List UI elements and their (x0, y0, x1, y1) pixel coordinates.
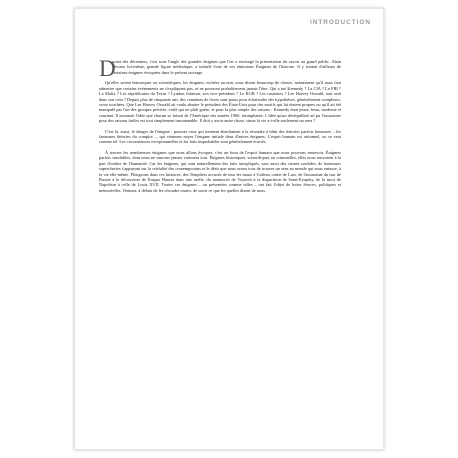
paragraph-4: À travers les nombreuses énigmes que nous allons évoquer, c'est un bout de l'esprit humain que nous pouvons entrevoir. Énigmes parfois insolubles, dont nous ne saurons jamais vraiment tout. Énigmes historiques, scientifiques ou criminelles, elles nous renvoient à la part d'ombre de l'humanité. Car les énigmes, qui sont naturellement des faits inexpliqués, sont aussi des crimes sordides, de honteuses supercheries s'appuyant sur la crédulité des contemporains et le désir que nous avons tous de trouver un sens au monde qui nous entoure, à la vie elle-même. Plongeons dans ces histoires, des Templiers accusés de tous les maux à l'odieux crime de Lurs, de l'assassinat du tsar de Russie à la découverte de Kaspar Hauser dans une ruelle, du manuscrit de Voynich à la disparition de Saint-Exupéry, de la mort de Napoléon à celle de Louis XVII. Toutes ces énigmes – ou présentées comme telles – ont fait l'objet de luttes féroces, politiques et mémorielles. Tentons, à défaut de les résoudre toutes, de sortir ce que les quelles disent de nous. (99, 149, 341, 193)
section-header: INTRODUCTION (310, 19, 371, 26)
drop-cap: D (99, 56, 116, 81)
paragraph-3: C'est là, aussi, le danger de l'énigme : pousser ceux qui tiennent absolument à la résoudre à bâtir des théories parfois fumeuses – les fameuses théories du complot –, qui viennent noyer l'énigme initiale dans d'autres énigmes. L'esprit humain est rationnel, ou se veut comme tel. Les circonstances exceptionnelles et les faits improbables sont généralement écartés. (99, 128, 341, 145)
paragraph-2: Qu'elles soient historiques ou scientifiques, les énigmes, nichées au non, nous disent beaucoup de choses, notamment qu'il nous faut admettre que certains événements ne s'expliquent pas, et ne pourront probablement jamais l'être. Qui a tué Kennedy ? La CIA ? Le FBI ? La Mafia ? Les républicains du Texas ? Lyndon Johnson, son vice-président ? Le KGB ? Les castristes ? Lee Harvey Oswald, tout seul dans son coin ? Depuis plus de cinquante ans, des centaines de livres sont parus pour échafauder des hypothèses, généralement complexes, voire touchées. Que Lee Harvey Oswald ait voulu abattre le président des États-Unis pour des motifs qui lui étaient propres ou qu'il ait été manipulé par l'un des groupes précités, voilà qui ne plaît guère, et pour la plus simple des raisons : Kennedy était jeune, beau, moderne et souriant. Il incarnait l'idée que chacun se faisait de l'Amérique des années 1960, triomphante. L'idée qu'un déséquilibré ait pu l'assassiner pour des raisons futiles est tout simplement insoutenable. Il doit y avoir autre chose, sinon la vie a-t-elle seulement un sens ? (99, 80, 341, 124)
body-text (99, 56, 341, 198)
paragraph-1: urant des décennies, c'est sous l'angle des grandes énigmes que l'on a envisagé la présentation du savoir au grand public. Alain Decaux lui-même, grande figure médiatique, a intitulé l'une de ses émissions Énigmes de l'histoire. Il y traitait d'ailleurs de certaines énigmes évoquées dans le présent ouvrage. (112, 59, 341, 75)
document-page (74, 8, 384, 450)
